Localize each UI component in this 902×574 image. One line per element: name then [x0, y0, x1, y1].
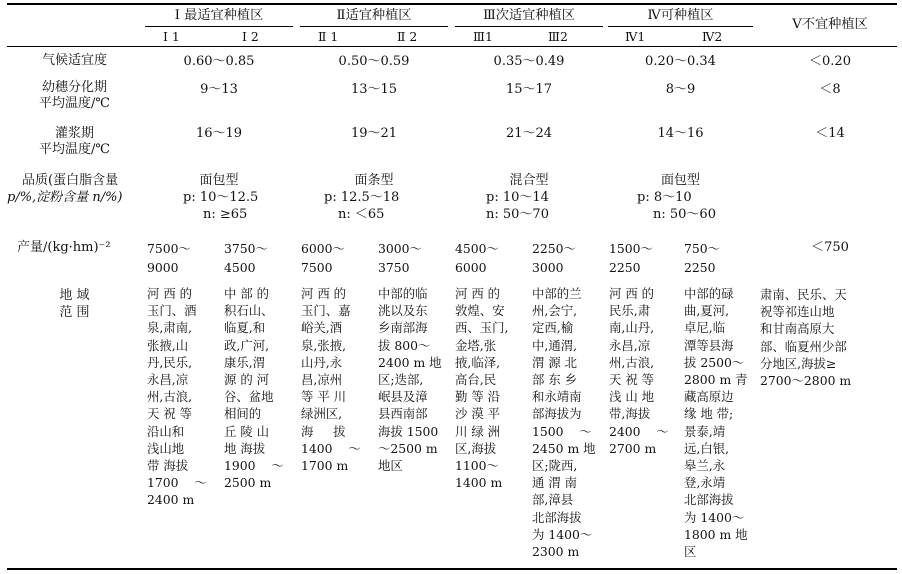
yield-value-high: 2250 — [609, 260, 641, 275]
yield-value-high: 3000 — [532, 260, 564, 275]
row-label-ear-2: 平均温度/℃ — [39, 96, 110, 111]
climate-value-z3: 0.35～0.49 — [493, 54, 565, 69]
region-line: 为 1400～ — [684, 509, 745, 525]
region-line: 谷、盆地 — [224, 389, 274, 405]
region-line: 区;陇西, — [532, 458, 578, 473]
region-line: 1400 m — [455, 475, 503, 491]
region-line: 祝等祁连山地 — [760, 304, 835, 320]
subzone-header: Ⅳ2 — [702, 29, 723, 44]
quality-starch-z2: n: ＜65 — [338, 207, 385, 222]
region-line: 沙 漠 平 — [455, 406, 501, 422]
region-line: 带 海拔 — [147, 458, 189, 473]
row-label-climate: 气候适宜度 — [41, 53, 107, 68]
climate-value-z4: 0.20～0.34 — [645, 54, 716, 69]
region-line: 天 祝 等 — [609, 372, 655, 387]
region-line: 河 西 的 — [147, 286, 193, 301]
subzone-header: Ⅳ1 — [625, 29, 646, 44]
row-label-fill-1: 灌浆期 — [54, 126, 94, 141]
region-line: 民乐,肃 — [609, 303, 651, 319]
subzone-header: Ⅰ 1 — [163, 29, 180, 44]
region-line: 川 绿 洲 — [455, 423, 501, 439]
region-line: 州,会宁, — [532, 303, 578, 319]
region-line: 部,漳县 — [532, 492, 574, 508]
region-line: 相间的 — [224, 406, 262, 422]
region-line: 玉门、酒 — [147, 303, 197, 319]
region-line: 丘 陵 山 — [224, 423, 270, 439]
ear-value-z2: 13～15 — [350, 82, 398, 97]
region-line: 绿洲区, — [301, 406, 343, 422]
region-line: 中,通渭, — [532, 337, 578, 353]
region-line: 1700 ～ — [147, 475, 207, 491]
region-line: 昌,凉州 — [301, 372, 343, 387]
bottom-rule — [7, 568, 897, 570]
region-line: 岷县及漳 — [378, 389, 428, 405]
region-line: 1100～ — [455, 458, 499, 473]
ear-value-z3: 15～17 — [505, 82, 553, 97]
region-line: 玉门、嘉 — [301, 303, 351, 319]
region-cell-z5 — [760, 286, 898, 389]
region-line: 源 的 河 — [224, 372, 270, 387]
quality-protein-z4: p: 8～10 — [637, 190, 692, 205]
subzone-header: Ⅰ 2 — [242, 29, 259, 44]
region-line: 区 — [684, 544, 697, 559]
yield-value-low: 2250～ — [532, 241, 576, 256]
region-line: 山丹,永 — [301, 354, 343, 370]
zone1-header: Ⅰ 最适宜种植区 — [174, 8, 264, 23]
region-line: 河 西 的 — [301, 286, 347, 301]
zone4-underline — [608, 26, 753, 27]
quality-type-z2: 面条型 — [354, 173, 394, 188]
region-line: 皋兰,永 — [684, 458, 726, 473]
region-line: 部、临夏州少部 — [760, 338, 847, 354]
subzone-header: Ⅲ1 — [473, 29, 493, 44]
quality-protein-z3: p: 10～14 — [486, 190, 549, 205]
region-line: 2300 m — [532, 544, 580, 559]
fill-value-z5: ＜14 — [815, 126, 845, 141]
yield-value-high: 4500 — [224, 260, 256, 275]
region-line: 2400 ～ — [609, 423, 669, 439]
region-line: 海拔 1500 — [378, 423, 439, 439]
climate-value-z5: ＜0.20 — [809, 54, 851, 69]
ear-value-z5: ＜8 — [819, 82, 841, 97]
region-line: 河 西 的 — [455, 286, 501, 301]
region-line: 州,古浪, — [609, 354, 655, 370]
zone1-underline — [145, 26, 293, 27]
region-line: 敦煌、安 — [455, 303, 505, 319]
region-line: 缘 地 带; — [684, 406, 734, 422]
region-line: 远,白银, — [684, 440, 730, 456]
region-line: 勤 等 沿 — [455, 389, 501, 405]
quality-starch-z3: n: 50～70 — [486, 207, 549, 222]
region-line: 和甘南高原大 — [760, 321, 835, 337]
fill-value-z1: 16～19 — [195, 126, 243, 141]
zone3-header: Ⅲ次适宜种植区 — [483, 8, 575, 23]
region-line: 康乐,渭 — [224, 354, 266, 370]
region-line: 西、玉门, — [455, 320, 509, 336]
yield-value-high: 9000 — [147, 260, 179, 275]
row-label-quality-1: 品质(蛋白脂含量 — [22, 173, 119, 188]
region-line: 1900 ～ — [224, 458, 284, 473]
region-line: 2700～2800 m — [760, 373, 852, 389]
yield-value-high: 2250 — [684, 260, 716, 275]
region-line: 藏高原边 — [684, 389, 734, 405]
region-line: 河 西 的 — [609, 286, 655, 301]
region-line: 地区 — [378, 458, 403, 473]
region-line: 高台,民 — [455, 372, 497, 387]
row-label-ear-1: 幼穗分化期 — [41, 80, 107, 95]
top-rule — [7, 3, 897, 5]
row-label-fill-2: 平均温度/℃ — [39, 142, 110, 157]
region-line: 浅 山 地 — [609, 389, 655, 405]
region-line: 永昌,凉 — [147, 372, 189, 387]
yield-value-low: 1500～ — [609, 241, 653, 256]
yield-value-high: 6000 — [455, 260, 487, 275]
row-label-region-2: 范 围 — [59, 305, 90, 320]
region-line: 区,海拔 — [455, 440, 497, 456]
region-line: 部 东 乡 — [532, 372, 578, 387]
region-line: 张掖,山 — [147, 337, 189, 353]
region-line: 1500 ～ — [532, 423, 592, 439]
region-line: 州,古浪, — [147, 389, 193, 405]
region-line: 中部的兰 — [532, 286, 582, 301]
fill-value-z3: 21～24 — [505, 126, 553, 141]
region-line: 卓尼,临 — [684, 320, 726, 336]
region-line: 区;迭部, — [378, 372, 424, 387]
region-line: 永昌,凉 — [609, 337, 651, 353]
region-line: 带,海拔 — [609, 406, 651, 422]
region-line: 渭 源 北 — [532, 354, 578, 370]
yield-value-low: 7500～ — [147, 241, 191, 256]
header-rule — [7, 46, 897, 47]
climate-value-z1: 0.60～0.85 — [183, 54, 255, 69]
quality-type-z1: 面包型 — [199, 173, 239, 188]
region-line: 2800 m 青 — [684, 372, 748, 387]
region-line: 县西南部 — [378, 406, 428, 422]
region-line: 掖,临泽, — [455, 354, 501, 370]
region-line: 肃南、民乐、天 — [760, 287, 847, 302]
zone2-underline — [300, 26, 448, 27]
region-line: 泉,肃南, — [147, 320, 193, 336]
region-line: 丹,民乐, — [147, 354, 193, 370]
region-line: 为 1400～ — [532, 526, 593, 542]
region-line: 潭等县海 — [684, 337, 734, 353]
region-line: 沿山和 — [147, 423, 185, 439]
region-line: 和永靖南 — [532, 389, 582, 405]
region-line: 临夏,和 — [224, 320, 266, 336]
region-line: 海 拔 — [301, 423, 346, 439]
region-line: 南,山丹, — [609, 320, 655, 336]
zone3-underline — [455, 26, 603, 27]
yield-value-z5: ＜750 — [811, 240, 849, 255]
subzone-header: Ⅱ 2 — [397, 29, 418, 44]
yield-value-low: 6000～ — [301, 241, 345, 256]
region-line: 北部海拔 — [684, 492, 734, 508]
zone5-header: Ⅴ不宜种植区 — [792, 17, 868, 32]
region-line: ～2500 m — [378, 440, 438, 456]
region-line: 金塔,张 — [455, 337, 497, 353]
region-line: 登,永靖 — [684, 475, 726, 491]
yield-value-low: 3000～ — [378, 241, 422, 256]
yield-value-low: 3750～ — [224, 241, 268, 256]
fill-value-z2: 19～21 — [350, 126, 398, 141]
yield-value-high: 7500 — [301, 260, 333, 275]
region-line: 等 平 川 — [301, 389, 347, 405]
region-line: 部海拔为 — [532, 406, 582, 422]
zone2-header: Ⅱ适宜种植区 — [336, 8, 412, 23]
yield-value-high: 3750 — [378, 260, 410, 275]
ear-value-z4: 8～9 — [665, 82, 696, 97]
region-line: 2500 m — [224, 475, 272, 491]
region-line: 泉,张掖, — [301, 337, 347, 353]
region-line: 曲,夏河, — [684, 303, 730, 319]
quality-protein-z2: p: 12.5～18 — [324, 190, 400, 205]
quality-starch-z4: n: 50～60 — [653, 207, 716, 222]
zone4-header: Ⅳ可种植区 — [647, 8, 714, 23]
region-line: 北部海拔 — [532, 509, 582, 525]
region-line: 通 渭 南 — [532, 475, 578, 491]
subzone-header: Ⅱ 1 — [318, 29, 339, 44]
region-line: 洮以及东 — [378, 303, 428, 319]
quality-protein-z1: p: 10～12.5 — [183, 190, 259, 205]
region-line: 1700 m — [301, 458, 349, 473]
region-line: 拔 2500～ — [684, 354, 745, 370]
region-line: 中部的临 — [378, 286, 428, 301]
yield-value-low: 4500～ — [455, 241, 499, 256]
quality-starch-z1: n: ≥65 — [203, 207, 248, 222]
row-label-quality-2: p/%,淀粉含量 n/%) — [7, 190, 123, 205]
region-line: 定西,榆 — [532, 320, 574, 336]
region-line: 分地区,海拔≥ — [760, 355, 837, 371]
row-label-yield: 产量/(kg·hm)⁻² — [17, 240, 111, 255]
region-line: 中部的碌 — [684, 286, 734, 301]
ear-value-z1: 9～13 — [200, 82, 238, 97]
region-line: 中 部 的 — [224, 286, 270, 301]
region-line: 浅山地 — [147, 440, 185, 456]
region-line: 拔 800～ — [378, 337, 431, 353]
region-line: 政,广河, — [224, 337, 270, 353]
region-line: 天 祝 等 — [147, 406, 193, 422]
region-line: 2400 m 地 — [378, 354, 442, 370]
quality-type-z3: 混合型 — [509, 173, 549, 188]
region-line: 景泰,靖 — [684, 423, 726, 439]
subzone-header: Ⅲ2 — [548, 29, 568, 44]
row-label-region-1: 地 域 — [59, 288, 90, 303]
yield-value-low: 750～ — [684, 241, 721, 256]
region-line: 1800 m 地 — [684, 526, 748, 542]
region-line: 峪关,酒 — [301, 320, 343, 336]
region-line: 2400 m — [147, 492, 195, 508]
region-line: 积石山、 — [224, 303, 274, 319]
region-line: 2450 m 地 — [532, 440, 596, 456]
region-line: 2700 m — [609, 440, 657, 456]
region-line: 地 海拔 — [224, 440, 266, 456]
region-line: 乡南部海 — [378, 320, 428, 336]
fill-value-z4: 14～16 — [657, 126, 704, 141]
region-line: 1400 ～ — [301, 440, 361, 456]
climate-value-z2: 0.50～0.59 — [338, 54, 410, 69]
quality-type-z4: 面包型 — [660, 173, 700, 188]
